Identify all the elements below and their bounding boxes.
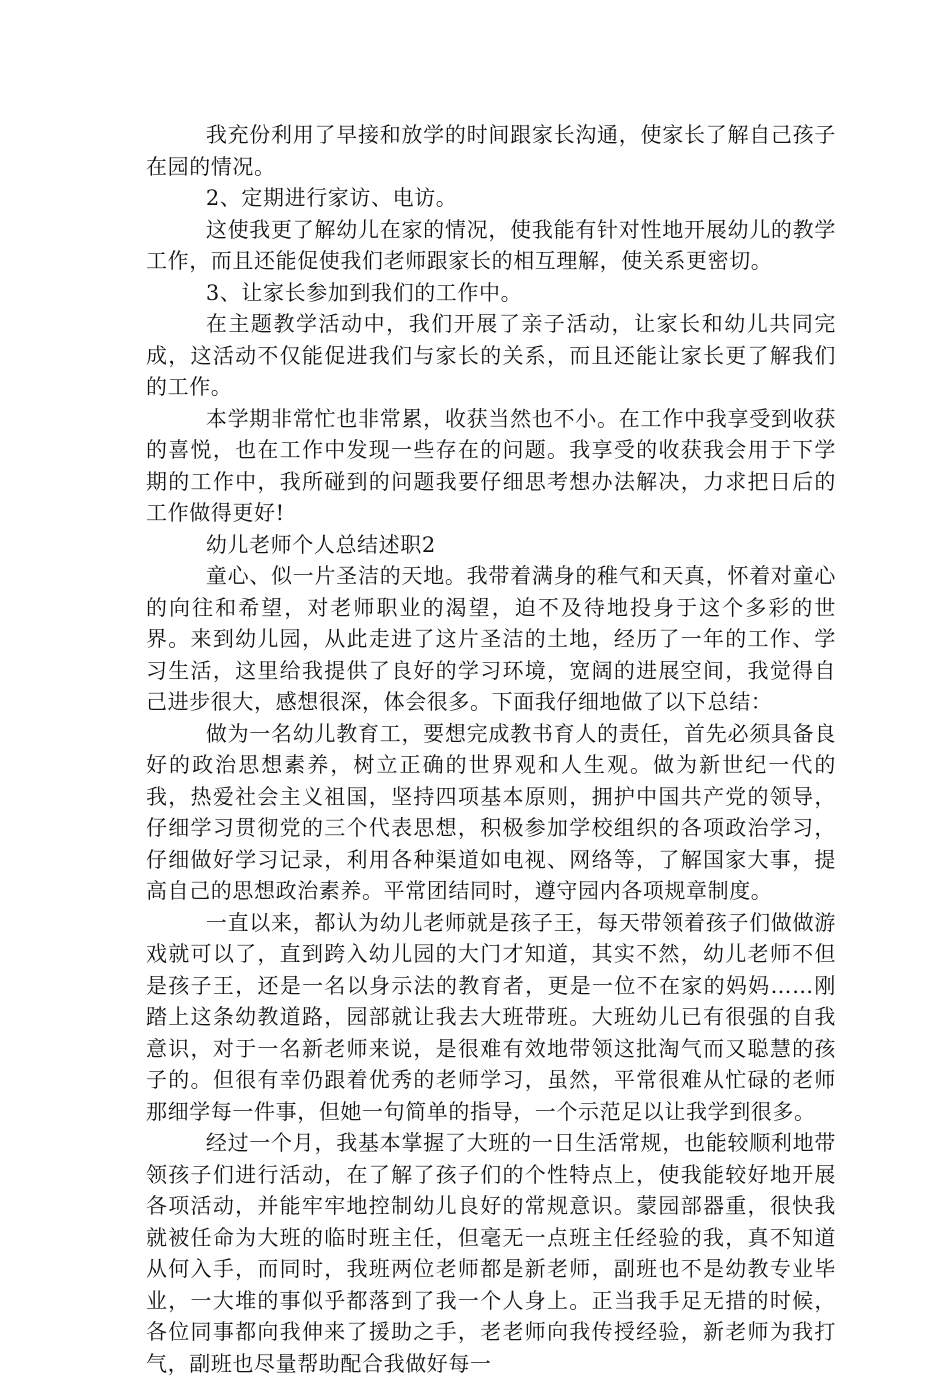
list-item-home-visits: 2、定期进行家访、电访。	[205, 186, 458, 210]
list-item-parent-participation: 3、让家长参加到我们的工作中。	[205, 280, 523, 305]
paragraph-teacher-role: 一直以来，都认为幼儿老师就是孩子王，每天带领着孩子们做做游戏就可以了，直到跨入幼儿园的大门才知道，其实不然，幼儿老师不但是孩子王，还是一名以身示法的教育者，更是一位不在家的妈妈……刚踏上这条幼教道路，园部就让我去大班带班。大班幼儿已有很强的自我意识，对于一名新老师来说，是很难有效地带领这批淘气而又聪慧的孩子的。但很有幸仍跟着优秀的老师学习，虽然，平常很难从忙碌的老师那细学每一件事，但她一句简单的指导，一个示范足以让我学到很多。	[146, 910, 836, 1124]
paragraph-home-visit-benefits: 这使我更了解幼儿在家的情况，使我能有针对性地开展幼儿的教学工作，而且还能促使我们老师跟家长的相互理解，使关系更密切。	[146, 217, 836, 273]
paragraph-parent-child-activities: 在主题教学活动中，我们开展了亲子活动，让家长和幼儿共同完成，这活动不仅能促进我们与家长的关系，而且还能让家长更了解我们的工作。	[146, 312, 836, 399]
paragraph-parent-communication: 我充份利用了早接和放学的时间跟家长沟通，使家长了解自己孩子在园的情况。	[146, 123, 836, 179]
paragraph-one-month-progress: 经过一个月，我基本掌握了大班的一日生活常规，也能较顺利地带领孩子们进行活动，在了解了孩子们的个性特点上，使我能较好地开展各项活动，并能牢牢地控制幼儿良好的常规意识。蒙园部器重，很快我就被任命为大班的临时班主任，但毫无一点班主任经验的我，真不知道从何入手，而同时，我班两位老师都是新老师，副班也不是幼教专业毕业，一大堆的事似乎都落到了我一个人身上。正当我手足无措的时候，各位同事都向我伸来了援助之手，老老师向我传授经验，新老师为我打气，副班也尽量帮助配合我做好每一	[146, 1131, 836, 1376]
section-heading-summary-2: 幼儿老师个人总结述职2	[205, 532, 436, 557]
paragraph-political-literacy: 做为一名幼儿教育工，要想完成教书育人的责任，首先必须具备良好的政治思想素养，树立正确的世界观和人生观。做为新世纪一代的我，热爱社会主义祖国，坚持四项基本原则，拥护中国共产党的领导，仔细学习贯彻党的三个代表思想，积极参加学校组织的各项政治学习，仔细做好学习记录，利用各种渠道如电视、网络等，了解国家大事，提高自己的思想政治素养。平常团结同时，遵守园内各项规章制度。	[146, 721, 836, 903]
document-body	[146, 120, 836, 1380]
paragraph-childlike-heart: 童心、似一片圣洁的天地。我带着满身的稚气和天真，怀着对童心的向往和希望，对老师职业的渴望，迫不及待地投身于这个多彩的世界。来到幼儿园，从此走进了这片圣洁的土地，经历了一年的工作、学习生活，这里给我提供了良好的学习环境，宽阔的进展空间，我觉得自己进步很大，感想很深，体会很多。下面我仔细地做了以下总结：	[146, 564, 836, 714]
paragraph-semester-summary: 本学期非常忙也非常累，收获当然也不小。在工作中我享受到收获的喜悦，也在工作中发现一些存在的问题。我享受的收获我会用于下学期的工作中，我所碰到的问题我要仔细思考想办法解决，力求把日后的工作做得更好!	[146, 406, 836, 525]
